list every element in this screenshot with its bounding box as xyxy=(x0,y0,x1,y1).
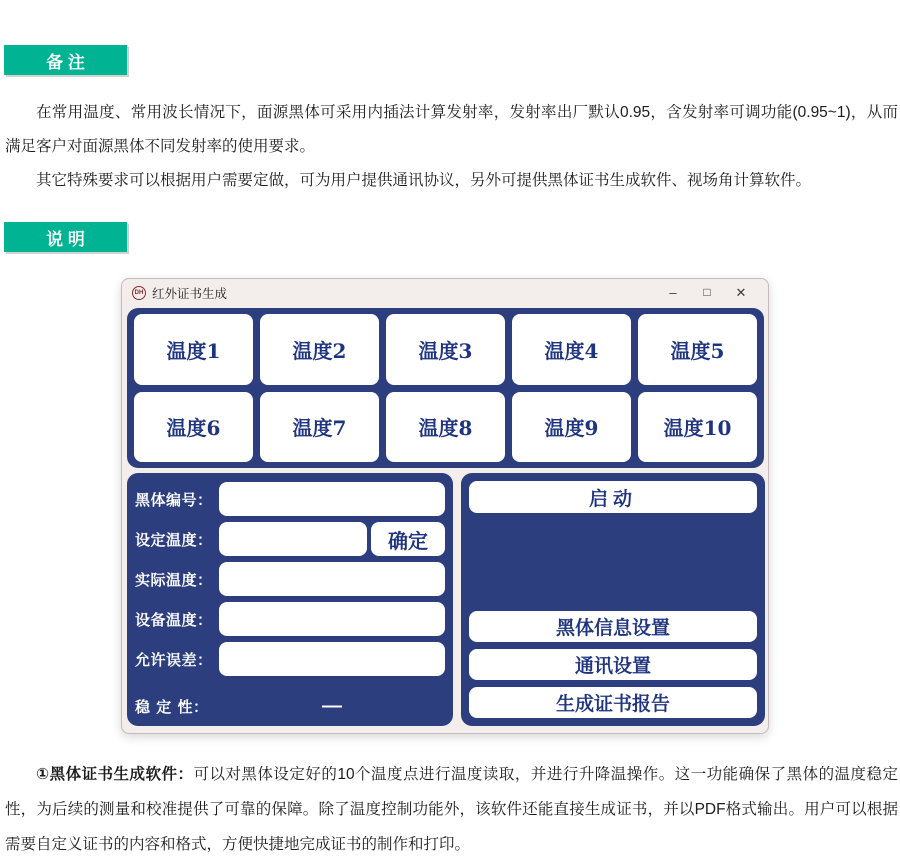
stability-value: — xyxy=(322,694,342,717)
temp-button-2[interactable]: 温度2 xyxy=(260,314,379,385)
blackbody-id-row xyxy=(135,482,445,516)
blackbody-id-label: 黑体编号： xyxy=(135,490,213,509)
actual-temperature-display[interactable] xyxy=(219,562,445,596)
confirm-button[interactable]: 确定 xyxy=(371,522,445,556)
temp-button-8[interactable]: 温度8 xyxy=(386,392,505,463)
app-logo-icon: DH xyxy=(132,286,146,300)
titlebar xyxy=(122,279,768,306)
actual-temperature-row xyxy=(135,562,445,596)
description-header-label: 说 明 xyxy=(46,229,85,249)
remarks-paragraph-1: 在常用温度、常用波长情况下，面源黑体可采用内插法计算发射率，发射率出厂默认0.95，含发射率可调功能(0.95~1)，从而满足客户对面源黑体不同发射率的使用要求。 xyxy=(5,104,898,155)
blackbody-info-settings-button[interactable]: 黑体信息设置 xyxy=(469,611,757,642)
start-button[interactable]: 启动 xyxy=(469,481,757,513)
comm-settings-button[interactable]: 通讯设置 xyxy=(469,649,757,680)
set-temperature-input[interactable] xyxy=(219,522,367,556)
temp-button-3[interactable]: 温度3 xyxy=(386,314,505,385)
set-temperature-row xyxy=(135,522,445,556)
description-section-header xyxy=(4,222,127,252)
temp-button-1[interactable]: 温度1 xyxy=(134,314,253,385)
temp-button-7[interactable]: 温度7 xyxy=(260,392,379,463)
footer-body-text: 可以对黑体设定好的10个温度点进行温度读取，并进行升降温操作。这一功能确保了黑体的温度稳定性，为后续的测量和校准提供了可靠的保障。除了温度控制功能外，该软件还能直接生成证书，并以PDF格式输出。用户可以根据需要自定义证书的内容和格式，方便快捷地完成证书的制作和打印。 xyxy=(5,766,899,853)
remarks-section-header xyxy=(4,45,127,75)
allowed-error-input[interactable] xyxy=(219,642,445,676)
stability-row xyxy=(135,692,445,720)
temp-button-5[interactable]: 温度5 xyxy=(638,314,757,385)
footer-description xyxy=(5,757,898,862)
device-temperature-row xyxy=(135,602,445,636)
temp-button-9[interactable]: 温度9 xyxy=(512,392,631,463)
remarks-body xyxy=(5,96,898,198)
blackbody-id-input[interactable] xyxy=(219,482,445,516)
window-controls xyxy=(656,279,758,306)
minimize-button[interactable]: – xyxy=(656,279,690,306)
set-temperature-label: 设定温度： xyxy=(135,530,213,549)
allowed-error-label: 允许误差： xyxy=(135,650,213,669)
remarks-header-label: 备 注 xyxy=(46,52,85,72)
app-window xyxy=(121,278,769,734)
actions-spacer xyxy=(469,513,757,604)
close-button[interactable]: ✕ xyxy=(724,279,758,306)
device-temperature-label: 设备温度： xyxy=(135,610,213,629)
actual-temperature-label: 实际温度： xyxy=(135,570,213,589)
window-title: 红外证书生成 xyxy=(152,286,228,301)
actions-panel xyxy=(461,473,765,726)
footer-paragraph xyxy=(5,757,898,862)
footer-lead: ①黑体证书生成软件： xyxy=(36,766,194,783)
temp-button-4[interactable]: 温度4 xyxy=(512,314,631,385)
maximize-button[interactable]: □ xyxy=(690,279,724,306)
stability-label: 稳 定 性： xyxy=(135,697,209,716)
remarks-paragraph-2: 其它特殊要求可以根据用户需要定做，可为用户提供通讯协议，另外可提供黑体证书生成软件、视场角计算软件。 xyxy=(36,172,812,189)
temperature-button-panel xyxy=(127,308,764,468)
device-temperature-display[interactable] xyxy=(219,602,445,636)
allowed-error-row xyxy=(135,642,445,676)
generate-report-button[interactable]: 生成证书报告 xyxy=(469,687,757,718)
temp-button-6[interactable]: 温度6 xyxy=(134,392,253,463)
temp-button-10[interactable]: 温度10 xyxy=(638,392,757,463)
measurement-form-panel xyxy=(127,473,453,726)
